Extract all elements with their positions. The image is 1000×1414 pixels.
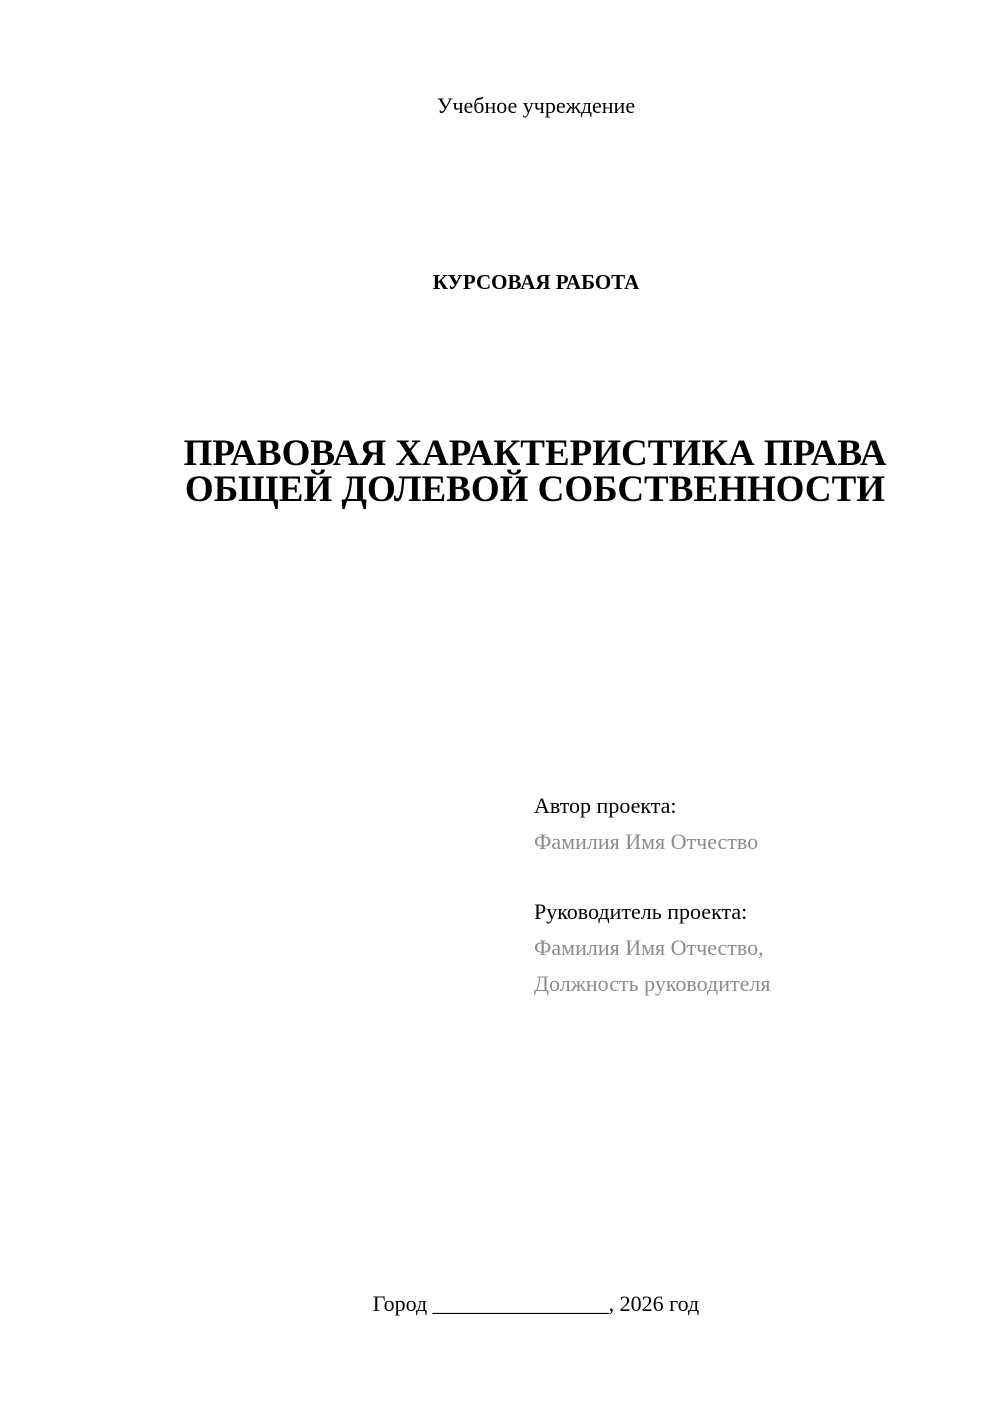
credits-spacer xyxy=(534,860,974,894)
title-line-1: ПРАВОВАЯ ХАРАКТЕРИСТИКА ПРАВА xyxy=(183,433,887,474)
credits-block xyxy=(534,788,974,1002)
author-name: Фамилия Имя Отчество xyxy=(534,829,759,854)
city-year-line: Город ________________, 2026 год xyxy=(372,1291,700,1316)
author-label: Автор проекта: xyxy=(534,793,677,818)
document-title xyxy=(120,433,950,510)
institution-name: Учебное учреждение xyxy=(436,93,636,118)
title-line-2: ОБЩЕЙ ДОЛЕВОЙ СОБСТВЕННОСТИ xyxy=(184,469,886,510)
work-type-heading: КУРСОВАЯ РАБОТА xyxy=(432,270,640,294)
supervisor-position: Должность руководителя xyxy=(534,971,771,996)
supervisor-label: Руководитель проекта: xyxy=(534,899,748,924)
supervisor-name: Фамилия Имя Отчество, xyxy=(534,935,764,960)
